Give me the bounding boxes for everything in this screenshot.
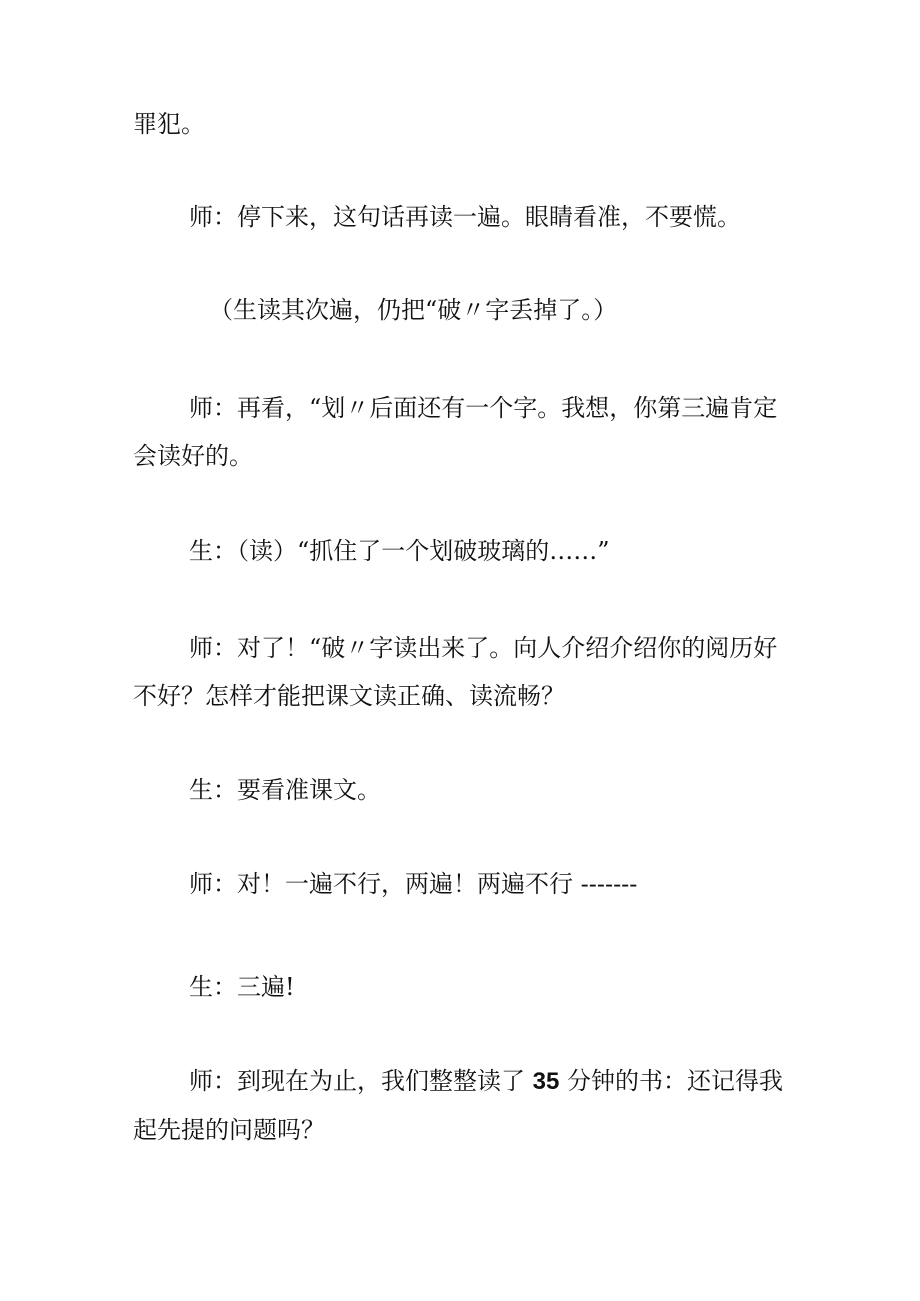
paragraph-2: 师：停下来，这句话再读一遍。眼睛看准，不要慌。 — [189, 203, 741, 231]
paragraph-6: 师：对了！“破〃字读出来了。向人介绍介绍你的阅历好不好？怎样才能把课文读正确、读流畅？ — [133, 634, 778, 710]
paragraph-7: 生：要看准课文。 — [189, 776, 381, 804]
paragraph-8: 师：对！一遍不行，两遍！两遍不行 ------- — [189, 870, 638, 898]
paragraph-10-text-before: 师：到现在为止，我们整整读了 — [189, 1067, 533, 1095]
paragraph-4: 师：再看，“划〃后面还有一个字。我想，你第三遍肯定会读好的。 — [133, 394, 778, 470]
paragraph-10-text-after: 分钟的书：还记得我起先提的问题吗？ — [133, 1067, 783, 1144]
paragraph-9: 生：三遍! — [189, 973, 295, 1001]
paragraph-10 — [133, 1057, 795, 1154]
paragraph-3: （生读其次遍，仍把“破〃字丢掉了。） — [209, 296, 618, 324]
paragraph-1: 罪犯。 — [133, 110, 205, 138]
minutes-number: 35 — [532, 1068, 560, 1095]
paragraph-5: 生：（读）“抓住了一个划破玻璃的……” — [189, 537, 610, 565]
